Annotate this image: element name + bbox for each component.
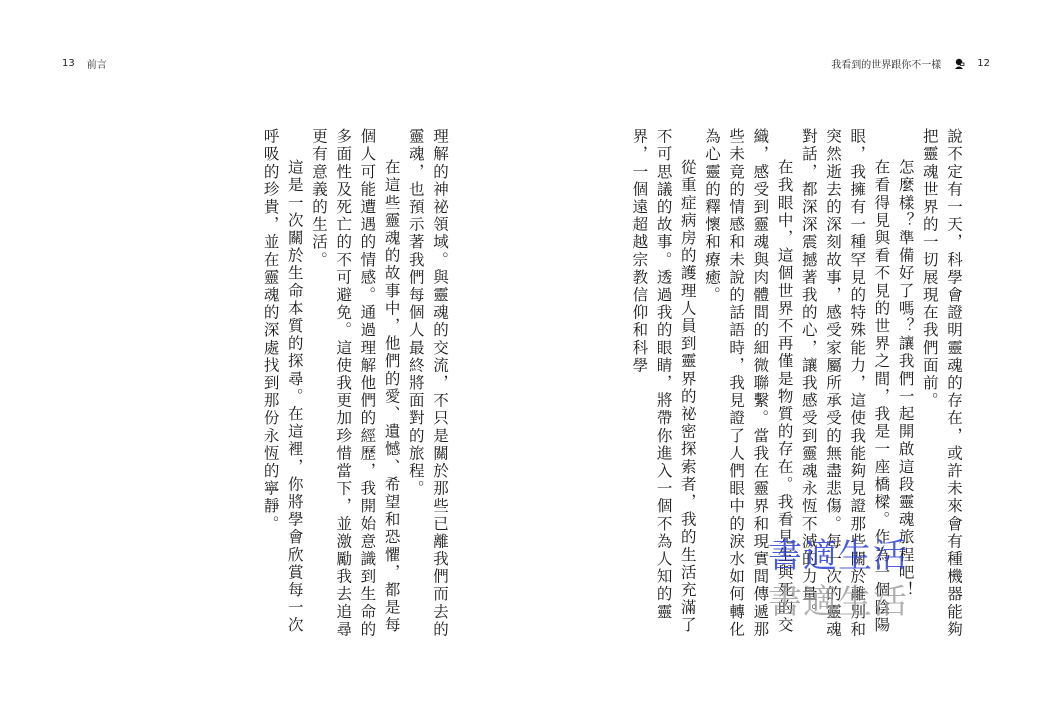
paragraph: 說不定有一天，科學會證明靈魂的存在，或許未來會有種機器能夠把靈魂世界的一切展現在我們面前。 (920, 128, 963, 639)
paragraph: 在我眼中，這個世界不再僅是物質的存在。我看見生與死的交織，感受到靈魂與肉體間的細微聯繫。當我在靈界和現實間傳遞那些未竟的情感和未說的話語時，我見證了人們眼中的淚水如何轉化為心靈的釋懷和療癒。 (702, 128, 794, 639)
paragraph: 在這些靈魂的故事中，他們的愛、遺憾、希望和恐懼，都是每個人可能遭遇的情感。通過理解他們的經歷，我開始意識到生命的多面性及死亡的不可避免。這使我更加珍惜當下，並激勵我去追尋更有意義的生活。 (309, 128, 401, 639)
paragraph: 理解的神祕領域。與靈魂的交流，不只是關於那些已離我們而去的靈魂，也預示著我們每個人最終將面對的旅程。 (406, 128, 449, 639)
reading-figure-icon (953, 58, 965, 70)
left-page-number: 13 (62, 58, 75, 69)
paragraph: 這是一次關於生命本質的探尋。在這裡，你將學會欣賞每一次呼吸的珍貴，並在靈魂的深處找到那份永恆的寧靜。 (261, 128, 304, 635)
left-header-title: 前言 (86, 60, 107, 71)
paragraph: 從重症病房的護理人員到靈界的祕密探索者，我的生活充滿了不可思議的故事。透過我的眼睛，將帶你進入一個不為人知的靈界，一個遠超越宗教信仰和科學 (630, 128, 697, 635)
right-running-header (831, 56, 990, 71)
right-header-title: 我看到的世界跟你不一樣 (831, 60, 942, 71)
paragraph: 怎麼樣？準備好了嗎？讓我們一起開啟這段靈魂旅程吧！ (896, 159, 915, 599)
watermark-gray: 書適生活 (768, 582, 908, 622)
right-page-number: 12 (977, 58, 990, 69)
paragraph: 在看得見與看不見的世界之間，我是一座橋樑。作為一個陰陽眼，我擁有一種罕見的特殊能力，這使我能夠見證那些關於離別和突然逝去的深刻故事，感受家屬所承受的無盡悲傷。每一次的靈魂對話，都深深震撼著我的心，讓我感受到靈魂永恆不滅的力量。 (799, 128, 891, 639)
watermark-blue: 書適生活 (768, 536, 908, 576)
left-page-body (258, 128, 452, 648)
left-running-header (62, 56, 107, 71)
